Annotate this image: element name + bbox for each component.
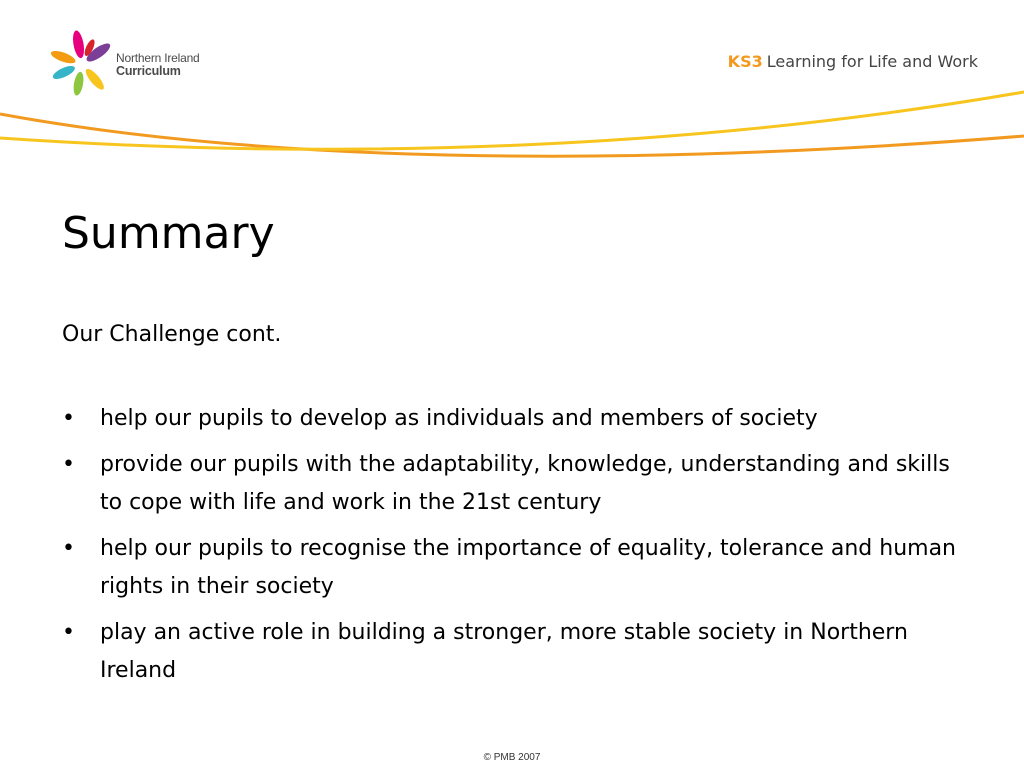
bullet-text: play an active role in building a stronger, more stable society in Northern Ireland xyxy=(100,620,908,683)
bullet-item xyxy=(62,446,962,522)
bullet-item xyxy=(62,530,962,606)
logo-text-line1: Northern Ireland xyxy=(116,51,200,65)
bullet-text: help our pupils to develop as individuals and members of society xyxy=(100,406,818,431)
footer-copyright: © PMB 2007 xyxy=(483,752,541,763)
bullet-symbol: • xyxy=(62,620,75,645)
bullet-item xyxy=(62,614,962,690)
subject-title: Learning for Life and Work xyxy=(766,52,978,71)
bullet-item xyxy=(62,400,962,438)
bullet-symbol: • xyxy=(62,452,75,477)
bullet-text: provide our pupils with the adaptability, knowledge, understanding and skills to cope with life and work in the 21st century xyxy=(100,452,950,515)
logo-petal-cyan xyxy=(51,63,77,81)
bullet-text: help our pupils to recognise the importance of equality, tolerance and human rights in their society xyxy=(100,536,957,599)
logo-petal-pink xyxy=(71,30,86,59)
logo-text-line2: Curriculum xyxy=(116,64,181,78)
bullet-symbol: • xyxy=(62,536,75,561)
subject-header xyxy=(728,52,978,71)
slide-subtitle: Our Challenge cont. xyxy=(62,322,282,347)
key-stage-label: KS3 xyxy=(727,52,763,71)
bullet-list xyxy=(62,400,962,698)
swoosh-line-orange xyxy=(0,114,1024,156)
slide-title: Summary xyxy=(62,208,275,259)
bullet-symbol: • xyxy=(62,406,75,431)
logo-petal-orange xyxy=(49,48,77,65)
header-swoosh-lines xyxy=(0,80,1024,180)
curriculum-logo-text xyxy=(116,52,200,78)
swoosh-line-yellow xyxy=(0,92,1024,149)
